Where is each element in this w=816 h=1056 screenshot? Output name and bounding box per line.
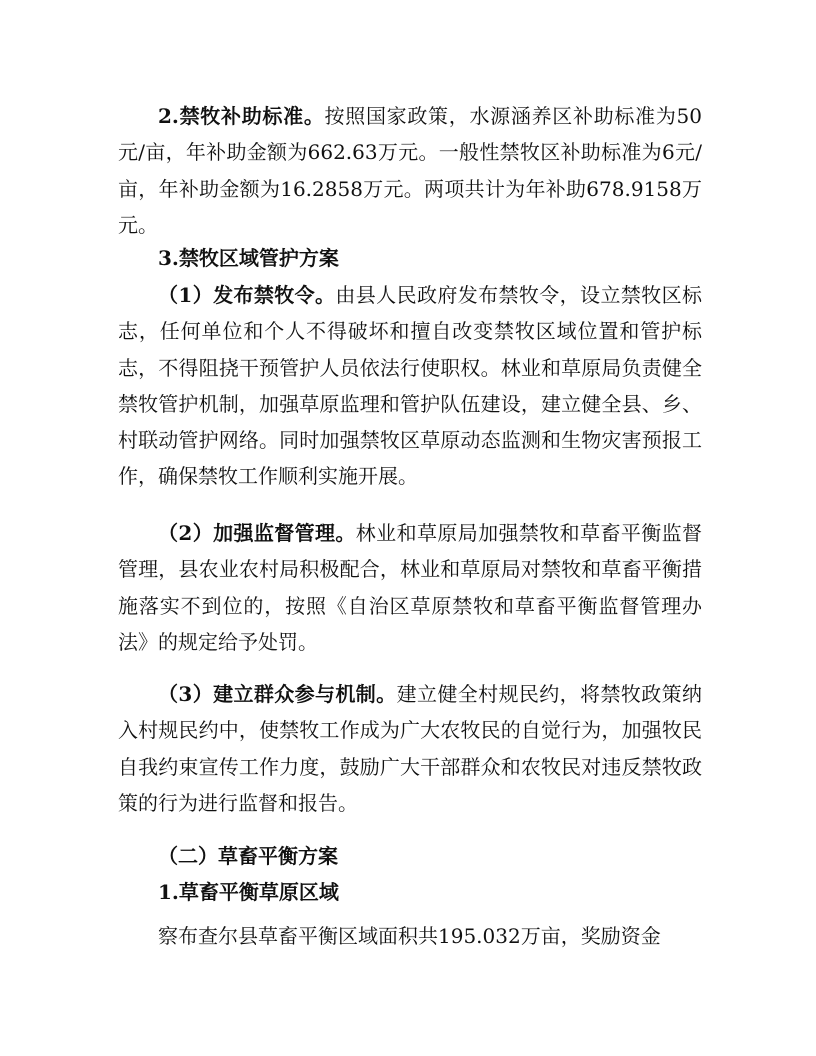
section-heading-management-plan: 3.禁牧区域管护方案 [158,246,339,270]
paragraph-grazing-ban-order [118,277,702,495]
paragraph-heading: （2）加强监督管理。 [158,521,356,545]
paragraph-subsidy-standard [118,98,702,243]
paragraph-balance-area: 察布查尔县草畜平衡区域面积共195.032万亩，奖励资金 [158,924,661,948]
subsection-heading-balance-area: 1.草畜平衡草原区域 [158,880,339,904]
paragraph-body: 林业和草原局加强禁牧和草畜平衡监督管理，县农业农村局积极配合，林业和草原局对禁牧和草畜平衡措施落实不到位的，按照《自治区草原禁牧和草畜平衡监督管理办法》的规定给予处罚。 [118,521,702,654]
paragraph-heading: 2.禁牧补助标准。 [158,104,325,128]
paragraph-public-participation [118,676,702,821]
paragraph-heading: （1）发布禁牧令。 [158,283,336,307]
paragraph-heading: （3）建立群众参与机制。 [158,682,397,706]
section-heading-forage-livestock-balance: （二）草畜平衡方案 [158,844,338,868]
paragraph-body: 按照国家政策，水源涵养区补助标准为50元/亩，年补助金额为662.63万元。一般性禁牧区补助标准为6元/亩，年补助金额为16.2858万元。两项共计为年补助678.9158万元。 [118,104,702,237]
paragraph-body: 建立健全村规民约，将禁牧政策纳入村规民约中，使禁牧工作成为广大农牧民的自觉行为，加强牧民自我约束宣传工作力度，鼓励广大干部群众和农牧民对违反禁牧政策的行为进行监督和报告。 [118,682,703,815]
paragraph-body: 由县人民政府发布禁牧令，设立禁牧区标志，任何单位和个人不得破坏和擅自改变禁牧区域位置和管护标志，不得阻挠干预管护人员依法行使职权。林业和草原局负责健全禁牧管护机制，加强草原监理和管护队伍建设，建立健全县、乡、村联动管护网络。同时加强禁牧区草原动态监测和生物灾害预报工作，确保禁牧工作顺利实施开展。 [118,283,702,489]
paragraph-supervision [118,515,702,660]
